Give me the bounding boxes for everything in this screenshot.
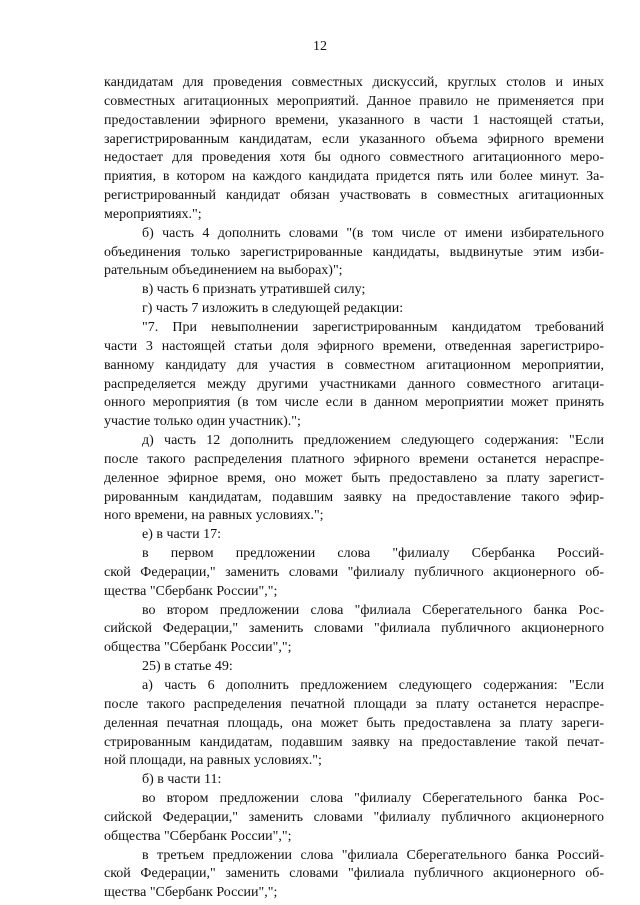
text-line: ской Федерации," заменить словами "филиала публичного акционерного об- — [104, 866, 604, 882]
text-line: стрированным кандидатам, подавшим заявку на предоставление такой печат- — [104, 734, 604, 750]
text-line: участие только один участник)."; — [104, 414, 301, 430]
text-line: недостает для проведения хотя бы одного совместного агитационного меро- — [104, 150, 604, 166]
text-line: рательным объединением на выборах)"; — [104, 263, 343, 279]
text-line: объединения только зарегистрированные кандидаты, выдвинутые этим изби- — [104, 244, 604, 260]
text-line: г) часть 7 изложить в следующей редакции: — [142, 301, 404, 317]
text-line: сийской Федерации," заменить словами "филиала публичного акционерного — [104, 621, 604, 637]
text-line: во втором предложении слова "филиала Сберегательного банка Рос- — [142, 602, 604, 618]
text-line: е) в части 17: — [142, 527, 221, 543]
text-line: а) часть 6 дополнить предложением следующего содержания: "Если — [142, 678, 604, 693]
text-line: онного мероприятия (в том числе если в данном мероприятии может принять — [104, 395, 604, 411]
text-line: зарегистрированным кандидатам, если указанного объема эфирного времени — [104, 131, 604, 147]
text-line: общества "Сбербанк России","; — [104, 828, 292, 844]
text-line: деленная печатная площадь, она может быть предоставлена за плату зареги- — [104, 715, 604, 731]
text-line: после такого распределения платного эфирного времени останется нераспре- — [104, 451, 604, 467]
text-line: ной площади, на равных условиях."; — [104, 753, 322, 769]
text-line: общества "Сбербанк России","; — [104, 640, 292, 656]
text-line: щества "Сбербанк России","; — [104, 885, 278, 901]
text-line: совместных агитационных мероприятий. Данное правило не применяется при — [104, 93, 604, 109]
text-line: в третьем предложении слова "филиала Сберегательного банка Россий- — [142, 847, 604, 863]
text-line: рированным кандидатам, подавшим заявку на предоставление такого эфир- — [104, 489, 604, 505]
page-number: 12 — [313, 39, 327, 54]
text-line: регистрированный кандидат обязан участвовать в совместных агитационных — [104, 188, 604, 204]
text-line: "7. При невыполнении зарегистрированным кандидатом требований — [142, 319, 604, 335]
text-line: сийской Федерации," заменить словами "филиалу публичного акционерного — [104, 809, 604, 825]
text-line: ской Федерации," заменить словами "филиалу публичного акционерного об- — [104, 564, 604, 580]
text-line: в первом предложении слова "филиалу Сбербанка Россий- — [142, 546, 604, 562]
text-line: 25) в статье 49: — [142, 659, 233, 675]
text-line: приятия, в котором на каждого кандидата придется пять или более минут. За- — [104, 169, 604, 185]
text-line: распределяется между другими участниками данного совместного агитаци- — [104, 376, 604, 392]
text-line: после такого распределения печатной площади за плату останется нераспре- — [104, 696, 604, 712]
text-line: в) часть 6 признать утратившей силу; — [142, 282, 366, 298]
text-line: б) часть 4 дополнить словами "(в том числе от имени избирательного — [142, 225, 604, 241]
text-line: щества "Сбербанк России","; — [104, 583, 278, 599]
document-body — [104, 74, 604, 903]
text-line: деленное эфирное время, оно может быть предоставлено за плату зарегист- — [104, 470, 604, 486]
text-line: д) часть 12 дополнить предложением следующего содержания: "Если — [142, 433, 604, 449]
text-line: б) в части 11: — [142, 772, 222, 788]
text-line: кандидатам для проведения совместных дискуссий, круглых столов и иных — [104, 75, 604, 90]
text-line: ного времени, на равных условиях."; — [104, 508, 324, 524]
text-line: ванному кандидату для участия в совместном агитационном мероприятии, — [104, 357, 604, 373]
text-line: предоставлении эфирного времени, указанного в части 1 настоящей статьи, — [104, 112, 604, 128]
text-line: мероприятиях."; — [104, 206, 202, 222]
text-line: во втором предложении слова "филиалу Сберегательного банка Рос- — [142, 791, 604, 807]
text-line: части 3 настоящей статьи доля эфирного времени, отведенная зарегистриро- — [104, 338, 604, 354]
